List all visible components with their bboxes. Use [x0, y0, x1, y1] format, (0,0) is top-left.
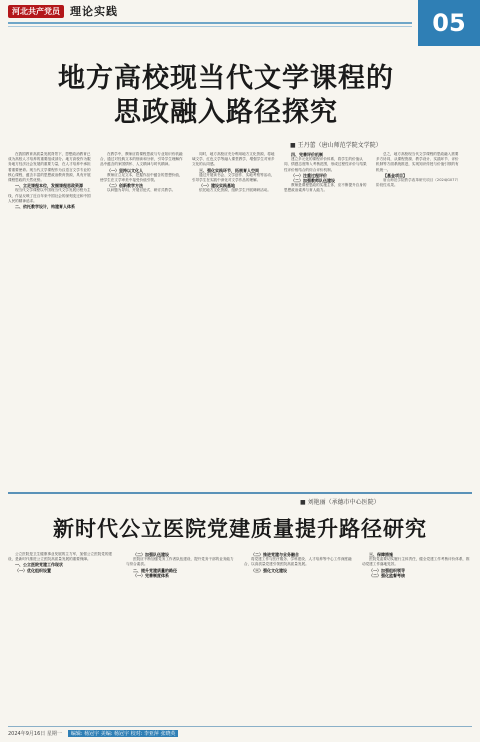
- header-rule: [8, 22, 412, 24]
- subheading: （一）加强组织领导: [369, 567, 405, 573]
- article2-column: [126, 552, 236, 722]
- article1-column: [192, 152, 276, 486]
- paragraph: 同时，地方高校应充分利用地方文化资源，将地域文学、红色文学等融入课堂教学，增强学生对家乡文化的认同感。: [192, 152, 275, 167]
- subheading: （一）优化组织设置: [15, 567, 51, 573]
- header-rule-thin: [8, 26, 412, 27]
- fund-note: 唐山师范学院教学改革研究项目（2024JG077）阶段性成果。: [376, 178, 459, 188]
- article2-column: [244, 552, 354, 722]
- subheading: （二）强化监督考核: [369, 572, 405, 578]
- subheading: 四、完善评价机制: [291, 152, 323, 157]
- subheading: （二）加强教师队伍建设: [291, 178, 335, 184]
- article1-byline: ■ 王丹蕾（唐山师范学院文学院）: [290, 142, 382, 149]
- paragraph: 建立多元化的课程评价体系，将学生的价值认同、情感态度纳入考核范围，形成过程性评价与结果性评价相结合的综合评价机制。: [284, 157, 367, 172]
- paragraph: 在教学中，教师应将课程思政与专业知识有机融合，通过对经典文本的细读和分析，引导学生理解作品中蕴含的家国情怀、人文精神与时代精神。: [100, 152, 183, 167]
- paragraph: 教师是课程思政的实施主体，应不断提升自身的思想政治素养与育人能力。: [284, 183, 367, 193]
- section-title: 理论实践: [70, 5, 118, 18]
- subheading: 二、提升党建质量的路径: [133, 567, 177, 573]
- article1-column: [100, 152, 184, 486]
- subheading: 一、立足课程本位，发掘课程思政资源: [15, 183, 83, 189]
- subheading: （二）创新教学方法: [107, 183, 143, 189]
- article2-byline: ■ 刘艳丽（承德市中心医院）: [300, 499, 380, 506]
- subheading: 二、依托教学设计，构建育人体系: [15, 204, 75, 210]
- article1-title: [36, 62, 416, 130]
- subheading: 三、强化实践环节，拓展育人空间: [199, 167, 259, 173]
- paragraph: 现当代文学课程以中国现当代文学发展历程为主线，作品反映了近百年来中国社会的深刻变迁和中国人民的精神追求。: [8, 188, 91, 203]
- subheading: （三）强化文化建设: [251, 567, 287, 573]
- subheading: （二）推进党建与业务融合: [251, 552, 299, 557]
- paragraph: 医院党委要切实履行主体责任，健全党建工作考核评价体系，推动党建工作落地见效。: [362, 557, 470, 567]
- subheading: 一、公立医院党建工作现状: [15, 562, 63, 568]
- header-left: [8, 4, 118, 18]
- paragraph: 依托地方文化资源，组织学生开展调研活动。: [199, 188, 271, 193]
- page-header: [0, 0, 480, 48]
- subheading: （二）加强队伍建设: [133, 552, 169, 557]
- article1-title-line2: 思政融入路径探究: [114, 97, 338, 128]
- article1-body: [8, 152, 472, 486]
- article-divider: [8, 492, 472, 494]
- page-footer: [8, 726, 472, 739]
- paragraph: 公立医院是卫生健康事业发展的主力军，加强公立医院党的建设，是新时代推进公立医院高质量发展的重要保障。: [8, 552, 113, 562]
- paragraph: 将党建工作与医疗服务、学科建设、人才培养等中心工作深度融合，以高质量党建引领医院高质量发展。: [244, 557, 352, 567]
- article2-title: 新时代公立医院党建质量提升路径研究: [53, 516, 427, 541]
- article1-column: [284, 152, 368, 486]
- footer-editor-credits: 编辑: 杨冠宇 美编: 杨冠宇 校对: 李亚萍 张晓英: [68, 730, 179, 737]
- page-number: 05: [418, 0, 480, 46]
- masthead-logo: 河北共产党员: [8, 5, 64, 18]
- paragraph: 教师应立足文本，挖掘作品中蕴含的思想价值，使学生在文学审美中接受价值引领。: [100, 172, 183, 183]
- paragraph: 通过开展读书会、文学创作、实地考察等活动，引导学生在实践中深化对文学作品的理解。: [192, 172, 275, 183]
- subheading: （一）完善制度体系: [133, 572, 169, 578]
- paragraph: 以问题为导向，开展讨论式、研讨式教学。: [107, 188, 176, 193]
- article1-title-line1: 地方高校现当代文学课程的: [58, 63, 394, 94]
- article1-column: [376, 152, 460, 486]
- subheading: 三、保障措施: [369, 552, 393, 557]
- article1-column: [8, 152, 92, 486]
- footer-date: 2024年9月16日 星期一: [8, 730, 62, 737]
- subheading: （一）注重过程评价: [291, 172, 327, 178]
- subheading: （一）建设实践基地: [199, 183, 235, 189]
- subheading: 【基金项目】: [383, 172, 407, 178]
- paragraph: 总之，地方高校现当代文学课程的思政融入需要多方协同，从课程资源、教学设计、实践环节、评价机制等方面系统推进，实现知识传授与价值引领的有机统一。: [376, 152, 459, 172]
- subheading: （一）坚持以文化人: [107, 167, 143, 173]
- article2-column: [8, 552, 118, 722]
- paragraph: 医院应不断加强党务工作者队伍建设，提升党务干部的业务能力与综合素质。: [126, 557, 234, 567]
- article2-body: [8, 552, 472, 722]
- paragraph: 在我国教育高质量发展背景下，思想政治教育已成为高校人才培养的重要组成部分。地方高校作为服务地方经济社会发展的重要力量，在人才培养中承担着重要使命。现当代文学课程作为汉语言文学专业的核心课程，蕴含丰富的思想政治教育资源，具有开展课程思政的天然优势。: [8, 152, 91, 183]
- article2-column: [362, 552, 472, 722]
